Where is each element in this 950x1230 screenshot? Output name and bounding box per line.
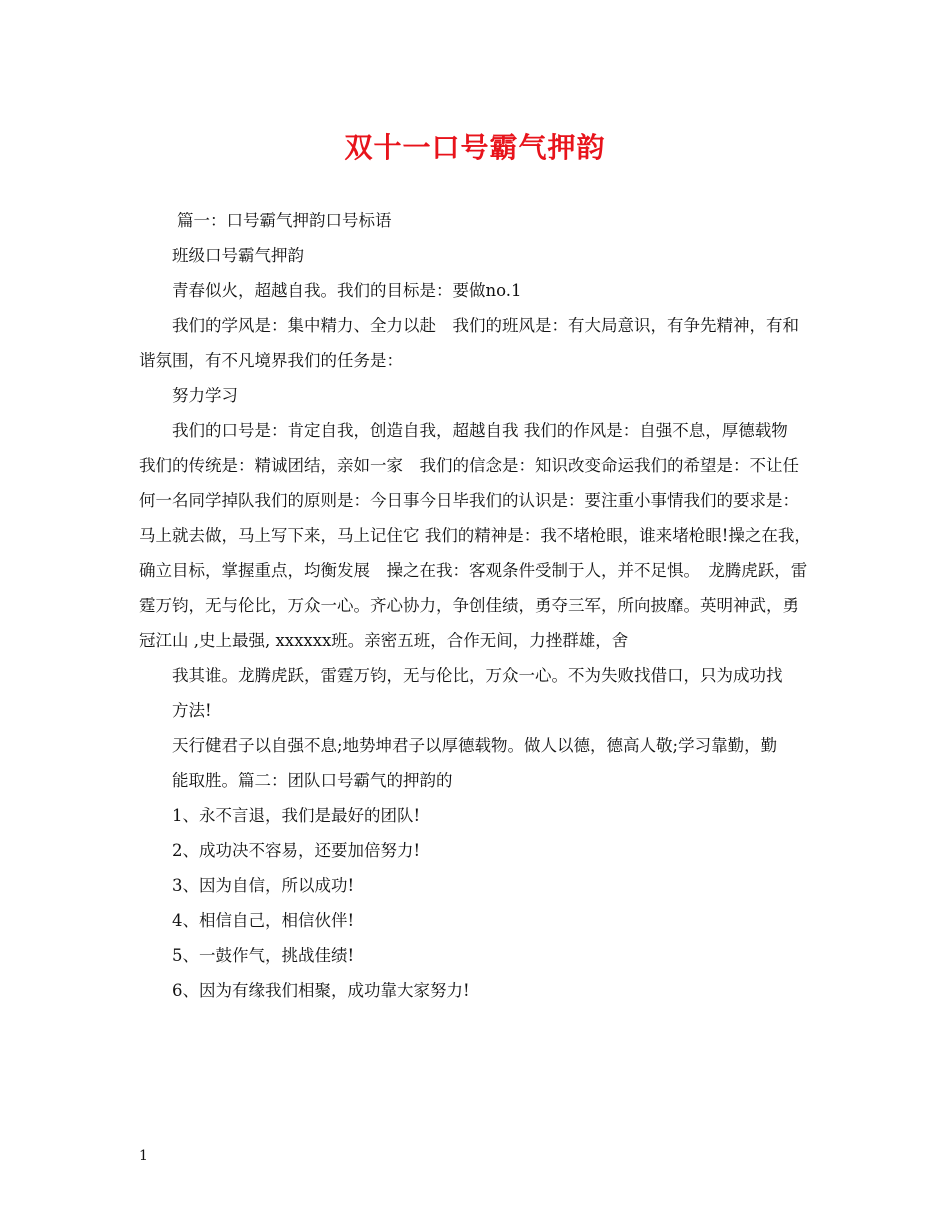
paragraph: 我们的学风是：集中精力、全力以赴 我们的班风是：有大局意识，有争先精神，有和谐氛围，有不凡境界我们的任务是：: [139, 316, 799, 370]
paragraph: 天行健君子以自强不息;地势坤君子以厚德载物。做人以德，德高人敬;学习靠勤，勤: [172, 736, 778, 755]
list-item: 6、因为有缘我们相聚，成功靠大家努力!: [172, 981, 470, 1000]
paragraph: 能取胜。篇二：团队口号霸气的押韵的: [172, 771, 453, 790]
paragraph: 篇一：口号霸气押韵口号标语: [176, 211, 392, 230]
paragraph: 青春似火，超越自我。我们的目标是：要做no.1: [172, 281, 522, 300]
list-item: 4、相信自己，相信伙伴!: [172, 911, 355, 930]
list-item: 2、成功决不容易，还要加倍努力!: [172, 841, 421, 860]
paragraph: 努力学习: [172, 386, 238, 405]
paragraph: 我们的口号是：肯定自我，创造自我，超越自我 我们的作风是：自强不息，厚德载物 我们的传统是：精诚团结，亲如一家 我们的信念是：知识改变命运我们的希望是：不让任何一名同学掉队我们的原则是：今日事今日毕我们的认识是：要注重小事情我们的要求是：马上就去做，马上写下来，马上记住它 我们的精神是：我不堵枪眼，谁来堵枪眼!操之在我，确立目标，掌握重点，均衡发展 操之在我：客观条件受制于人，并不足惧。 龙腾虎跃，雷霆万钧，无与伦比，万众一心。齐心协力，争创佳绩，勇夺三军，所向披靡。英明神武，勇冠江山 ,史上最强, xxxxxx班。亲密五班，合作无间，力挫群雄，舍: [139, 421, 811, 650]
list-item: 1、永不言退，我们是最好的团队!: [172, 806, 421, 825]
page-number: 1: [139, 1148, 148, 1164]
list-item: 3、因为自信，所以成功!: [172, 876, 355, 895]
paragraph: 班级口号霸气押韵: [172, 246, 304, 265]
document-body: [139, 203, 815, 1008]
paragraph: 方法!: [172, 701, 212, 720]
paragraph: 我其谁。龙腾虎跃，雷霆万钧，无与伦比，万众一心。不为失败找借口，只为成功找: [172, 666, 783, 685]
document-title: 双十一口号霸气押韵: [344, 131, 606, 164]
list-item: 5、一鼓作气，挑战佳绩!: [172, 946, 355, 965]
